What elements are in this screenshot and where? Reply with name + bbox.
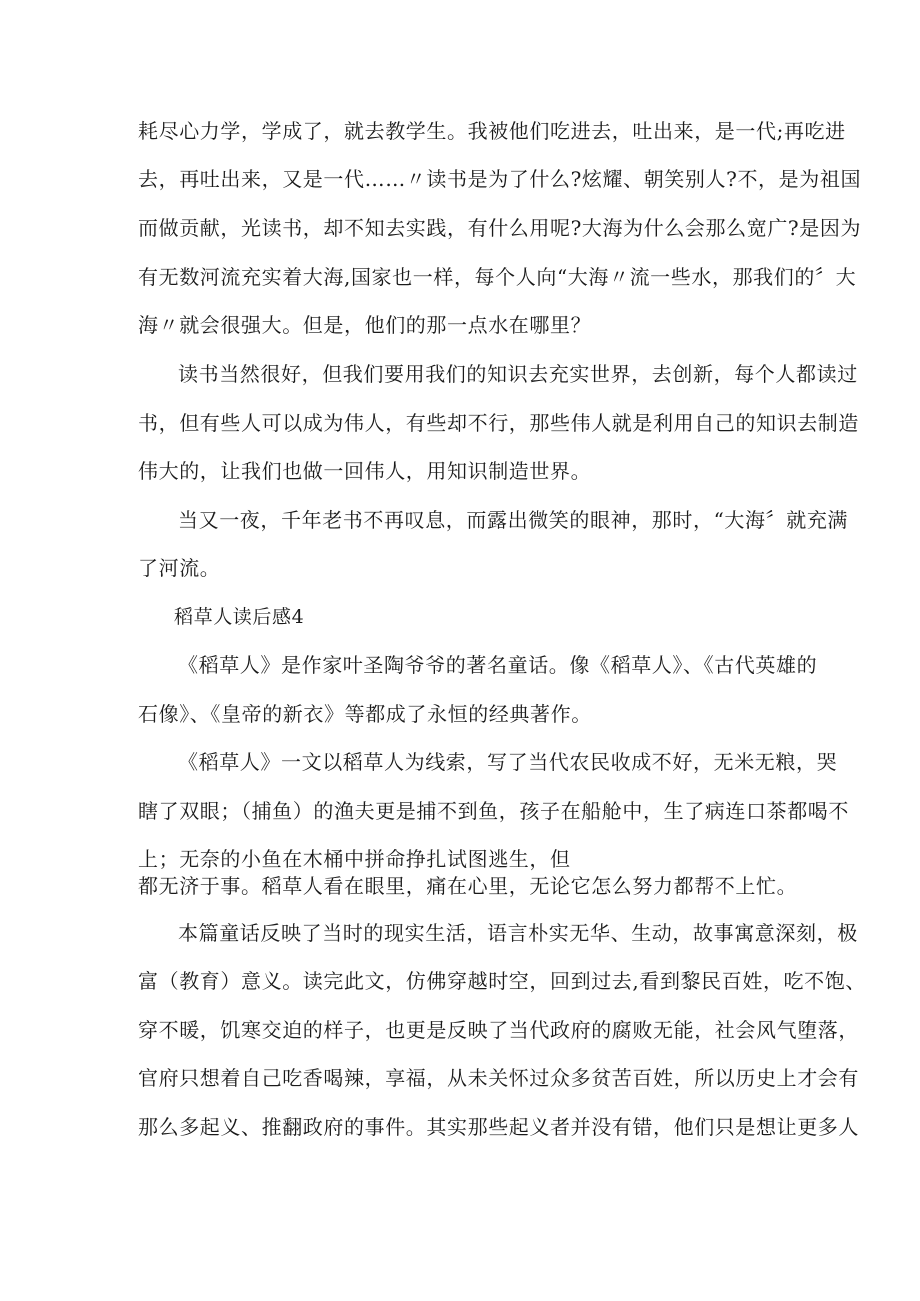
text-line: 瞎了双眼；（捕鱼）的渔夫更是捕不到鱼，孩子在船舱中，生了病连口茶都喝不 [138,799,849,823]
text-line: 官府只想着自己吃香喝辣，享福，从未关怀过众多贫苦百姓，所以历史上才会有 [138,1066,859,1090]
text-line: 富（教育）意义。读完此文，仿佛穿越时空，回到过去,看到黎民百姓，吃不饱、 [138,969,866,993]
text-line: 上；无奈的小鱼在木桶中拼命挣扎试图逃生，但 [138,847,571,871]
text-line: 书，但有些人可以成为伟人，有些却不行，那些伟人就是利用自己的知识去制造 [138,411,859,435]
text-line: 而做贡献，光读书，却不知去实践，有什么用呢?大海为什么会那么宽广?是因为 [138,216,862,240]
text-line: 都无济于事。稻草人看在眼里，痛在心里，无论它怎么努力都帮不上忙。 [138,874,798,898]
text-line: 《稻草人》一文以稻草人为线索，写了当代农民收成不好，无米无粮，哭 [178,750,838,774]
text-line: 当又一夜，千年老书不再叹息，而露出微笑的眼神，那时，“大海〞就充满 [178,508,849,532]
text-line: 读书当然很好，但我们要用我们的知识去充实世界，去创新，每个人都读过 [178,362,858,386]
text-line: 有无数河流充实着大海,国家也一样，每个人向“大海〃流一些水，那我们的〞大 [138,265,857,289]
text-line: 了河流。 [138,556,221,580]
text-line: 伟大的，让我们也做一回伟人，用知识制造世界。 [138,459,592,483]
text-line: 本篇童话反映了当时的现实生活，语言朴实无华、生动，故事寓意深刻，极 [178,921,858,945]
section-heading: 稻草人读后感4 [174,606,305,628]
text-line: 穿不暖，饥寒交迫的样子，也更是反映了当代政府的腐败无能，社会风气堕落， [138,1018,859,1042]
text-line: 耗尽心力学，学成了，就去教学生。我被他们吃进去，吐出来，是一代;再吃进 [138,119,846,143]
text-line: 去，再吐出来，又是一代……〃读书是为了什么?炫耀、朝笑别人?不，是为祖国 [138,167,862,191]
text-line: 那么多起义、推翻政府的事件。其实那些起义者并没有错，他们只是想让更多人 [138,1115,859,1139]
text-line: 石像》、《皇帝的新衣》等都成了永恒的经典著作。 [138,702,592,726]
text-line: 《稻草人》是作家叶圣陶爷爷的著名童话。像《稻草人》、《古代英雄的 [178,653,818,677]
text-line: 海〃就会很强大。但是，他们的那一点水在哪里？ [138,313,592,337]
